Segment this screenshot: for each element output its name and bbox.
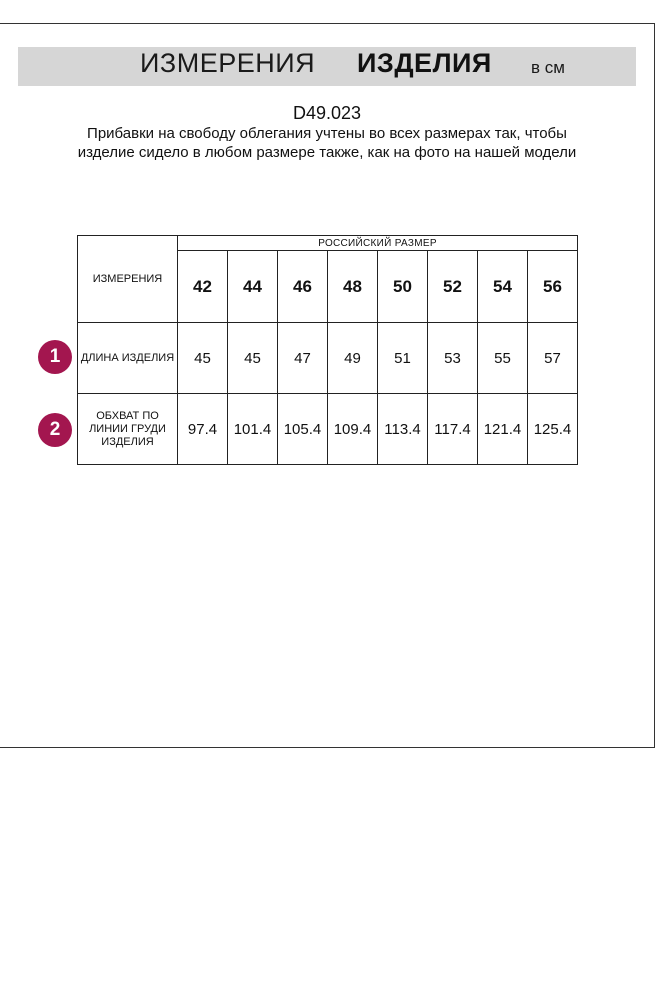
corner-label: ИЗМЕРЕНИЯ xyxy=(78,236,178,323)
size-table xyxy=(77,235,578,465)
table-cell: 121.4 xyxy=(478,394,528,465)
table-row xyxy=(78,323,578,394)
size-header: 56 xyxy=(528,251,578,323)
table-cell: 109.4 xyxy=(328,394,378,465)
size-header: 54 xyxy=(478,251,528,323)
title-measurements: ИЗМЕРЕНИЯ xyxy=(140,48,316,78)
size-header: 46 xyxy=(278,251,328,323)
size-header: 50 xyxy=(378,251,428,323)
table-cell: 125.4 xyxy=(528,394,578,465)
fit-note: Прибавки на свободу облегания учтены во всех размерах так, чтобы изделие сидело в любом размере также, как на фото на нашей модели xyxy=(77,125,577,161)
number-badge-1: 1 xyxy=(38,340,72,374)
table-cell: 53 xyxy=(428,323,478,394)
table-cell: 97.4 xyxy=(178,394,228,465)
table-cell: 101.4 xyxy=(228,394,278,465)
table-cell: 55 xyxy=(478,323,528,394)
size-header: 42 xyxy=(178,251,228,323)
table-cell: 47 xyxy=(278,323,328,394)
table-cell: 45 xyxy=(178,323,228,394)
table-cell: 105.4 xyxy=(278,394,328,465)
row-label-chest: ОБХВАТ ПО ЛИНИИ ГРУДИ ИЗДЕЛИЯ xyxy=(78,394,178,465)
table-cell: 113.4 xyxy=(378,394,428,465)
table-cell: 45 xyxy=(228,323,278,394)
russian-size-header: РОССИЙСКИЙ РАЗМЕР xyxy=(178,236,578,251)
row-label-length: ДЛИНА ИЗДЕЛИЯ xyxy=(78,323,178,394)
number-badge-2: 2 xyxy=(38,413,72,447)
title-unit: в см xyxy=(531,58,565,77)
size-header: 44 xyxy=(228,251,278,323)
product-code: D49.023 xyxy=(292,103,362,123)
title-product: ИЗДЕЛИЯ xyxy=(357,48,492,78)
table-cell: 51 xyxy=(378,323,428,394)
table-cell: 49 xyxy=(328,323,378,394)
size-header: 52 xyxy=(428,251,478,323)
table-header-row-groups xyxy=(78,236,578,251)
size-header: 48 xyxy=(328,251,378,323)
table-cell: 117.4 xyxy=(428,394,478,465)
table-row xyxy=(78,394,578,465)
table-cell: 57 xyxy=(528,323,578,394)
